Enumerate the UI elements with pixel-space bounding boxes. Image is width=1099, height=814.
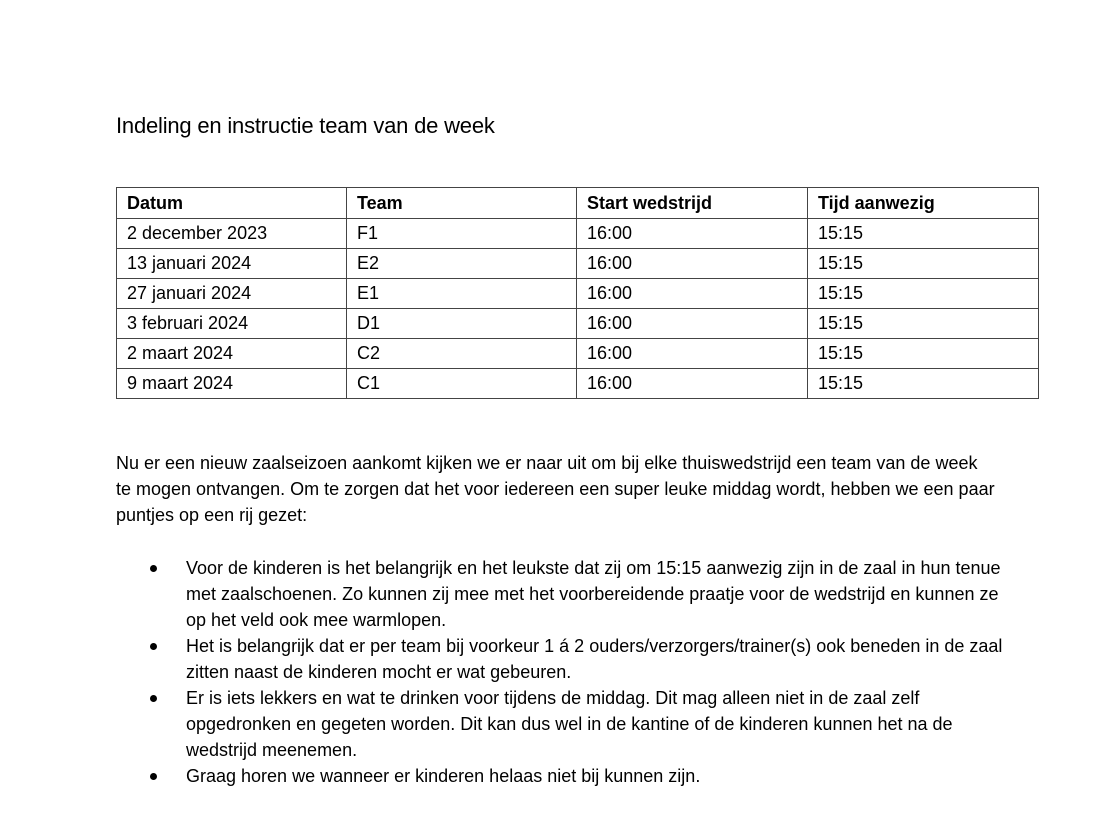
cell-tijd-aanwezig: 15:15 <box>808 339 1039 369</box>
cell-datum: 2 december 2023 <box>117 219 347 249</box>
table-row <box>117 279 1039 309</box>
list-item <box>116 685 1016 763</box>
cell-start-wedstrijd: 16:00 <box>577 309 808 339</box>
cell-tijd-aanwezig: 15:15 <box>808 369 1039 399</box>
list-item-text: Het is belangrijk dat er per team bij voorkeur 1 á 2 ouders/verzorgers/trainer(s) ook beneden in de zaal zitten naast de kinderen mocht er wat gebeuren. <box>186 636 1003 682</box>
column-header-team: Team <box>347 188 577 219</box>
table-row <box>117 309 1039 339</box>
cell-tijd-aanwezig: 15:15 <box>808 249 1039 279</box>
instruction-list <box>116 555 1016 789</box>
list-item <box>116 763 1016 789</box>
cell-team: E2 <box>347 249 577 279</box>
list-item-text: Voor de kinderen is het belangrijk en het leukste dat zij om 15:15 aanwezig zijn in de zaal in hun tenue met zaalschoenen. Zo kunnen zij mee met het voorbereidende praatje voor de wedstrijd en kunnen ze op het veld ook mee warmlopen. <box>186 558 1001 630</box>
cell-start-wedstrijd: 16:00 <box>577 339 808 369</box>
cell-team: C2 <box>347 339 577 369</box>
list-item-text: Er is iets lekkers en wat te drinken voor tijdens de middag. Dit mag alleen niet in de zaal zelf opgedronken en gegeten worden. Dit kan dus wel in de kantine of de kinderen kunnen het na de wedstrijd meenemen. <box>186 688 953 760</box>
cell-start-wedstrijd: 16:00 <box>577 369 808 399</box>
cell-start-wedstrijd: 16:00 <box>577 249 808 279</box>
cell-tijd-aanwezig: 15:15 <box>808 279 1039 309</box>
cell-team: D1 <box>347 309 577 339</box>
table-row <box>117 369 1039 399</box>
bullet-icon <box>150 565 157 572</box>
bullet-icon <box>150 773 157 780</box>
cell-start-wedstrijd: 16:00 <box>577 219 808 249</box>
column-header-datum: Datum <box>117 188 347 219</box>
column-header-tijd-aanwezig: Tijd aanwezig <box>808 188 1039 219</box>
cell-team: E1 <box>347 279 577 309</box>
cell-datum: 3 februari 2024 <box>117 309 347 339</box>
cell-datum: 9 maart 2024 <box>117 369 347 399</box>
cell-team: C1 <box>347 369 577 399</box>
list-item <box>116 555 1016 633</box>
cell-tijd-aanwezig: 15:15 <box>808 309 1039 339</box>
column-header-start-wedstrijd: Start wedstrijd <box>577 188 808 219</box>
bullet-icon <box>150 695 157 702</box>
list-item <box>116 633 1016 685</box>
table-row <box>117 249 1039 279</box>
cell-datum: 27 januari 2024 <box>117 279 347 309</box>
cell-tijd-aanwezig: 15:15 <box>808 219 1039 249</box>
cell-start-wedstrijd: 16:00 <box>577 279 808 309</box>
document-title: Indeling en instructie team van de week <box>116 113 495 138</box>
table-row <box>117 339 1039 369</box>
schedule-table <box>116 187 1039 399</box>
cell-team: F1 <box>347 219 577 249</box>
cell-datum: 13 januari 2024 <box>117 249 347 279</box>
table-header-row <box>117 188 1039 219</box>
table-row <box>117 219 1039 249</box>
cell-datum: 2 maart 2024 <box>117 339 347 369</box>
bullet-icon <box>150 643 157 650</box>
list-item-text: Graag horen we wanneer er kinderen helaas niet bij kunnen zijn. <box>186 766 701 786</box>
intro-paragraph: Nu er een nieuw zaalseizoen aankomt kijken we er naar uit om bij elke thuiswedstrijd een team van de week te mogen ontvangen. Om te zorgen dat het voor iedereen een super leuke middag wordt, hebben we een paar puntjes op een rij gezet: <box>116 453 995 525</box>
